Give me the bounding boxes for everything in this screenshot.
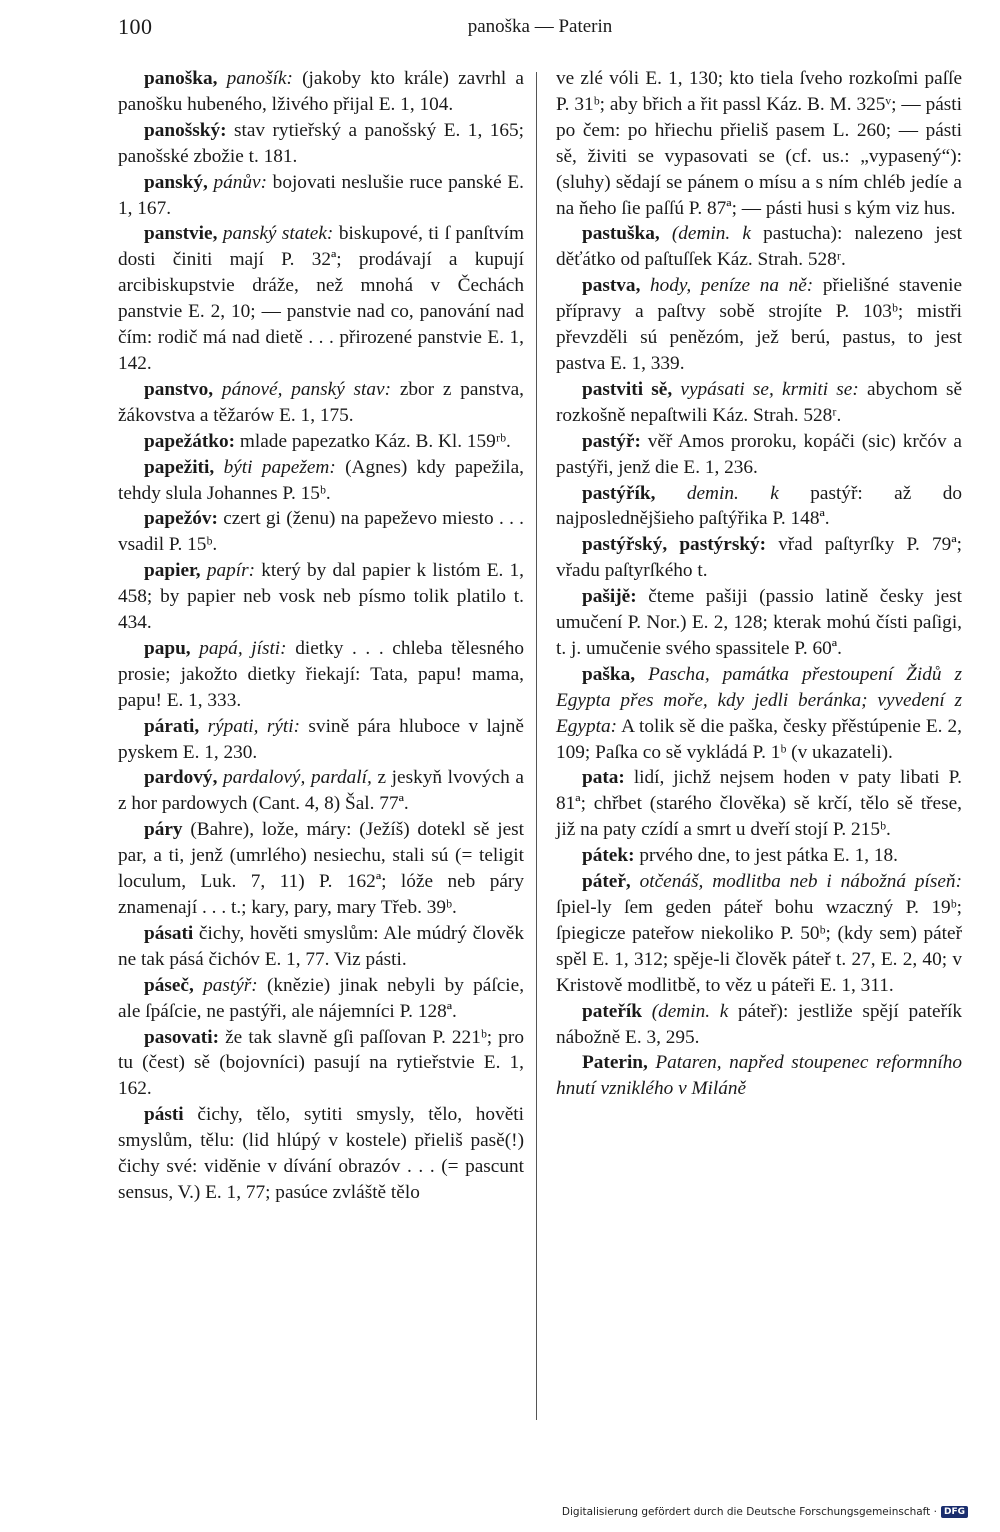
entry-text: lidí, jichž nejsem hoden v paty libati P. 81ª; chřbet (starého člověka) sě krčí, tělo sě třese, již na paty czídí a smrt u dveří stojí P. 215ᵇ. xyxy=(556,767,962,841)
headword: pásati xyxy=(144,922,194,944)
dictionary-entry xyxy=(556,66,962,221)
gloss: panský statek: xyxy=(222,223,334,245)
dictionary-entry xyxy=(118,377,524,429)
gloss: (demin. k xyxy=(651,1000,729,1022)
entry-text: pastucha): nalezeno jest děťátko od paſtuſſek Káz. Strah. 528ʳ. xyxy=(556,223,962,271)
headword: papežátko: xyxy=(144,430,236,452)
gloss: pastýř: xyxy=(203,974,258,996)
headword: papežiti, xyxy=(144,456,215,478)
headword: paška, xyxy=(582,663,636,685)
column-divider xyxy=(536,72,537,1420)
headword: panoška, xyxy=(144,68,218,89)
gloss: pánové, panský stav: xyxy=(221,378,392,400)
gloss: papír: xyxy=(206,560,256,582)
gloss: pánův: xyxy=(213,171,267,193)
gloss: býti papežem: xyxy=(223,456,336,478)
headword: pastýřík, xyxy=(582,482,656,504)
gloss: (demin. k xyxy=(671,223,751,245)
headword: pateřík xyxy=(582,1000,642,1022)
headword: papier, xyxy=(144,560,201,582)
headword: pašijě: xyxy=(582,586,637,608)
headword: pásti xyxy=(144,1104,184,1126)
gloss: pardalový, pardalí, xyxy=(223,767,372,789)
headword: papežóv: xyxy=(144,508,218,530)
entry-text: svině pára hluboce v lajně pyskem E. 1, 230. xyxy=(118,715,524,763)
dictionary-entry xyxy=(118,221,524,376)
dictionary-entry xyxy=(118,921,524,973)
entry-text: čichy, tělo, sytiti smysly, tělo, hověti smyslům, tělu: (lid hlúpý v kostele) přieliš pasě(!) čichy své: vidĕnie v dívání obrazóv . . . (= pascunt sensus, V.) E. 1, 77; pasúce zvláště tělo xyxy=(118,1104,524,1203)
entry-text: czert gi (ženu) na papeževo miesto . . . vsadil P. 15ᵇ. xyxy=(118,508,524,556)
gloss: Pataren, napřed stoupenec reformního hnutí vzniklého v Miláně xyxy=(556,1052,962,1100)
headword: pátek: xyxy=(582,845,635,867)
gloss: otčenáš, modlitba neb i nábožná píseň: xyxy=(639,871,962,893)
gloss: vypásati se, krmiti se: xyxy=(680,378,859,400)
headword: papu, xyxy=(144,637,191,659)
dictionary-entry xyxy=(118,765,524,817)
entry-text: dietky . . . chleba tělesného prosie; jakožto dietky řiekají: Tata, papu! mama, papu! E. 1, 333. xyxy=(118,637,524,711)
left-column xyxy=(118,66,524,1206)
entry-text: vřad paſtyrſky P. 79ª; vřadu paſtyrſkého t. xyxy=(556,534,962,582)
headword: pastýř: xyxy=(582,430,641,452)
dictionary-entry xyxy=(118,170,524,222)
gloss: hody, peníze na ně: xyxy=(650,275,814,297)
dictionary-entry xyxy=(118,506,524,558)
dictionary-entry xyxy=(556,765,962,843)
headword: párati, xyxy=(144,715,200,737)
dictionary-entry xyxy=(118,66,524,118)
entry-text: ve zlé vóli E. 1, 130; kto tiela ſveho rozkoſmi paſſe P. 31ᵇ; aby břich a řit passl Káz. B. M. 325ᵛ; — pásti po čem: po hřiechu přieliš pasem L. 260; — pásti sě, živiti se vypasovati se (cf. us.: „vypasený“): (sluhy) sědají se pánem o mísu a s ním chléb jedíe a na ňeho ſie paſſú P. 87ª; — pásti husi s kým viz hus. xyxy=(556,68,962,219)
entry-text: stav rytieřský a panošský E. 1, 165; panošské zbožie t. 181. xyxy=(118,119,525,167)
entry-text: z jeskyň lvových a z hor pardowych (Cant. 4, 8) Šal. 77ª. xyxy=(118,767,524,815)
gloss: Pascha, památka přestoupení Židů z Egypta přes moře, kdy jedli beránka; vyvedení z Egypta: xyxy=(556,663,962,737)
headword: pardový, xyxy=(144,767,218,789)
entry-text: (knězie) jinak nebyli by páſcie, ale ſpáſcie, ne pastýři, ale nájemníci P. 128ª. xyxy=(118,974,525,1022)
entry-text: biskupové, ti ſ panſtvím dosti činiti mají P. 32ª; prodávají a kupují arcibiskupstvie dráže, než mnohá v Čechách panstvie E. 2, 10; — panstvie nad co, panování nad čím: rodič má nad dietě . . . přirozené panstvie E. 1, 142. xyxy=(118,223,524,374)
dictionary-entry xyxy=(118,429,524,455)
dictionary-entry xyxy=(118,1102,524,1206)
entry-text: mlade papezatko Káz. B. Kl. 159ʳᵇ. xyxy=(239,430,511,452)
dictionary-entry xyxy=(556,429,962,481)
dictionary-entry xyxy=(556,532,962,584)
headword: panský, xyxy=(144,171,208,193)
gloss: rýpati, rýti: xyxy=(207,715,301,737)
dictionary-entry xyxy=(556,662,962,766)
entry-text: čichy, hověti smyslům: Ale múdrý člověk ne tak pásá čichóv E. 1, 77. Viz pásti. xyxy=(118,922,525,970)
page-number: 100 xyxy=(118,14,153,39)
entry-text: (Agnes) kdy papežila, tehdy slula Johannes P. 15ᵇ. xyxy=(118,456,524,504)
entry-text: abychom sě rozkošně nepaſtwili Káz. Strah. 528ʳ. xyxy=(556,378,962,426)
headword: panstvo, xyxy=(144,378,214,400)
footer-credit xyxy=(562,1506,968,1518)
dictionary-entry xyxy=(556,584,962,662)
headword: pastýřský, pastýrský: xyxy=(582,534,767,556)
entry-text: páteř): jestliže spějí pateřík nábožně E. 3, 295. xyxy=(556,1000,962,1048)
entry-text: pastýř: až do najposlednějšieho paſtýřika P. 148ª. xyxy=(556,482,963,530)
dictionary-entry xyxy=(118,636,524,714)
entry-text: (jakoby kto krále) zavrhl a panošku hubeného, lživého přijal E. 1, 104. xyxy=(118,68,524,115)
entry-text: čteme pašiji (passio latině česky jest umučení P. Nor.) E. 2, 128; kterak mohú čísti paſigi, t. j. umučenie svého spassitele P. 60ª. xyxy=(556,586,962,659)
dictionary-entry xyxy=(556,221,962,273)
headword: pata: xyxy=(582,767,625,789)
dictionary-entry xyxy=(556,843,962,869)
entry-text: A tolik sě die paška, česky přěstúpenie E. 2, 109; Paſka co sě vykládá P. 1ᵇ (v ukazateli). xyxy=(556,715,962,763)
entry-text: prvého dne, to jest pátka E. 1, 18. xyxy=(639,845,898,867)
entry-text: bojovati neslušie ruce panské E. 1, 167. xyxy=(118,171,524,219)
dictionary-entry xyxy=(118,118,524,170)
dictionary-entry xyxy=(556,481,962,533)
dictionary-entry xyxy=(118,558,524,636)
dictionary-entry xyxy=(118,973,524,1025)
headword: pastviti sě, xyxy=(582,378,673,400)
entry-text: zbor z panstva, žákovstva a těžarów E. 1, 175. xyxy=(118,378,524,426)
entry-text: (Bahre), lože, máry: (Ježíš) dotekl sě jest par, a ti, jenž (umrlého) nesiechu, stali sú (= teligit loculum, Luk. 7, 11) P. 162ª; lóže neb páry znamenají . . . t.; kary, pary, mary Třeb. 39ᵇ. xyxy=(118,819,524,918)
entry-text: že tak slavně gſi paſſovan P. 221ᵇ; pro tu (čest) sě (bojovníci) pasují na rytieřstvie E. 1, 162. xyxy=(118,1026,524,1100)
headword: pasovati: xyxy=(144,1026,219,1048)
entry-text: ſpiel-ly ſem geden páteř bohu wzaczný P. 19ᵇ; ſpiegicze pateřow niekoliko P. 50ᵇ; (kdy sem) páteř spěl E. 1, 312; spěje-li člověk páteř t. 27, E. 2, 40; v Kristově modlitbě, to věz u páteři E. 1, 311. xyxy=(556,897,962,996)
gloss: demin. k xyxy=(686,482,779,504)
right-column xyxy=(556,66,962,1102)
running-head: panoška — Paterin xyxy=(467,16,613,37)
dictionary-entry xyxy=(556,273,962,377)
headword: panošský: xyxy=(144,119,227,141)
headword: panstvie, xyxy=(144,223,218,245)
headword: páteř, xyxy=(582,871,631,893)
dictionary-entry xyxy=(556,377,962,429)
headword: Paterin, xyxy=(582,1052,648,1074)
dictionary-entry xyxy=(118,817,524,921)
gloss: panošík: xyxy=(226,68,293,89)
headword: pastva, xyxy=(582,275,641,297)
headword: pastuška, xyxy=(582,223,660,245)
dfg-logo: DFG xyxy=(941,1506,968,1518)
footer-text: Digitalisierung gefördert durch die Deutsche Forschungsgemeinschaft · xyxy=(561,1506,937,1518)
dictionary-entry xyxy=(556,869,962,999)
gloss: papá, jísti: xyxy=(199,637,287,659)
entry-text: přielišné stavenie přípravy a paſtvy sobě strojíte P. 103ᵇ; mistři převzděli sú penězóm, jež berú, pastus, to jest pastva E. 1, 339. xyxy=(556,275,962,374)
dictionary-entry xyxy=(118,714,524,766)
dictionary-entry xyxy=(118,455,524,507)
entry-text: který by dal papier k listóm E. 1, 458; by papier neb vosk neb písmo tolik platilo t. 434. xyxy=(118,560,524,634)
dictionary-entry xyxy=(556,999,962,1051)
dictionary-entry xyxy=(118,1025,524,1103)
headword: páseč, xyxy=(144,974,194,996)
entry-text: věř Amos proroku, kopáči (sic) krčóv a pastýři, jenž die E. 1, 236. xyxy=(556,430,962,478)
dictionary-entry xyxy=(556,1050,962,1102)
headword: páry xyxy=(144,819,183,841)
